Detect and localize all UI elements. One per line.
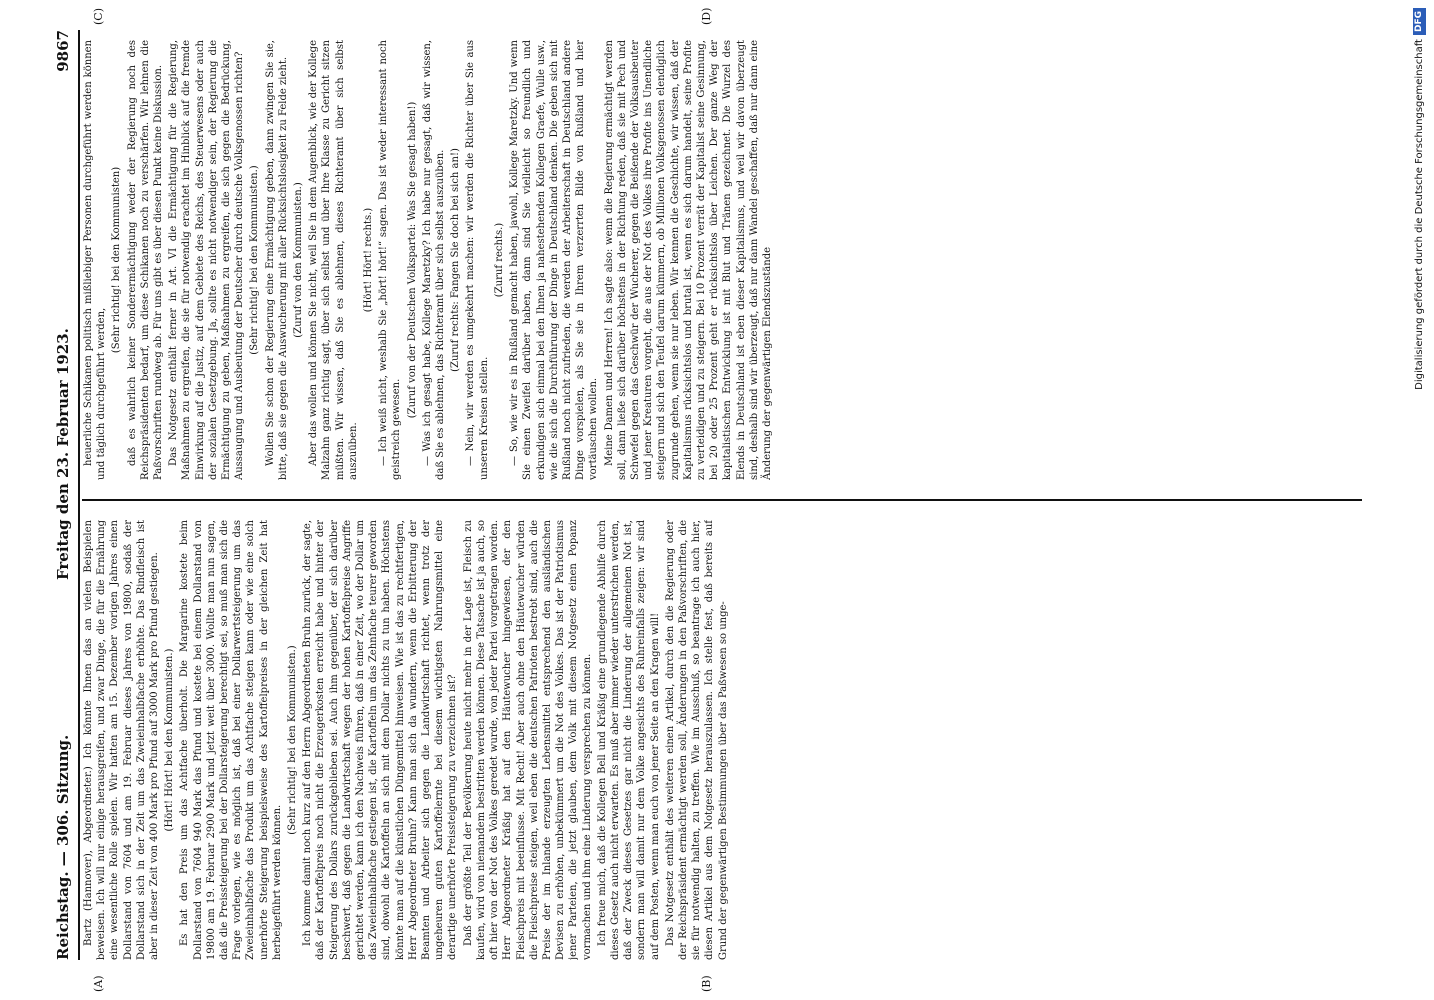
dfg-logo: DFG — [1413, 8, 1426, 35]
paragraph: — So, wie wir es in Rußland gemacht haben, jawohl, Kollege Maretzky. Und wenn Sie einen Zweifel darüber haben, dann sind Sie vielleicht so freundlich und erkundigen sich einmal bei den Ihnen ja nahestehenden Kollegen Graefe, Wulle usw., wie die sich die Durchführung der Dinge in Deutschland denken. Die geben sich mit Rußland noch nicht zufrieden, die werden der Arbeiterschaft in Deutschland andere Dinge vorspielen, als Sie sie in Ihrem verzerrten Bilde von Rußland und hier vortäuschen wollen. — [509, 40, 600, 480]
paragraph: Bartz (Hannover), Abgeordneter.) Ich könnte Ihnen das an vielen Beispielen beweisen. Ich will nur einige herausgreifen, und zwar Dinge, die für die Ernährung eine wesentliche Rolle spielen. Wir hatten am 15. Dezember vorigen Jahres einen Dollarstand von 7604 und am 19. Februar dieses Jahres von 19800, sodaß der Dollarstand sich in der Zeit um das Zweieinhalbfache erhöhte. Das Rindfleisch ist aber in dieser Zeit von 400 Mark pro Pfund auf 3000 Mark pro Pfund gestiegen. — [83, 520, 161, 960]
margin-marker-b: (B) — [700, 975, 713, 992]
page-header — [52, 30, 80, 960]
paragraph: Wollen Sie schon der Regierung eine Ermächtigung geben, dann zwingen Sie sie, bitte, daß sie gegen die Auswucherung mit aller Rücksichtslosigkeit zu Felde zieht. — [264, 40, 289, 480]
interjection: (Zuruf rechts.) — [493, 222, 505, 298]
credit-line — [1410, 8, 1430, 992]
interjection: (Sehr richtig! bei den Kommunisten.) — [249, 165, 261, 355]
paragraph: Meine Damen und Herren! Ich sagte also: wenn die Regierung ermächtigt werden soll, dann ließe sich darüber höchstens in der Richtung reden, daß sie mit Pech und Schwefel gegen das Geschwür der Wucherer, gegen die Beißende der Volksausbeuter und jener Kreaturen vorgeht, die aus der Not des Volkes ihre Profite ins Unendliche steigern und sich den Teufel darum kümmern, ob Millionen Volksgenossen elendiglich zugrunde gehen, wenn sie nur leben. Wir kennen die Geschichte, wir wissen, daß der Kapitalismus rücksichtslos und brutal ist, wenn es sich darum handelt, seine Profite zu verteidigen und zu steigern. Bei 10 Prozent verrät der Kapitalist seine Gesinnung, bei 20 oder 25 Prozent geht er rücksichtslos über Leichen. Der ganze Weg der kapitalistischen Entwicklung ist mit Blut und Tränen gezeichnet. Die Wurzel des Elends in Deutschland ist eben dieser Kapitalismus, und weil wir davon überzeugt sind, deshalb sind wir überzeugt, daß nur dann Wandel geschaffen, daß nur dann eine Änderung der gegenwärtigen Elendszustände — [603, 40, 773, 480]
page-number: 9867 — [54, 30, 72, 72]
paragraph: Daß der größte Teil der Bevölkerung heute nicht mehr in der Lage ist, Fleisch zu kaufen, wird von niemandem bestritten werden können. Diese Tatsache ist ja auch, so oft hier von der Not des Volkes geredet wurde, von jeder Partei vorgetragen worden. Herr Abgeordneter Kräßig hat auf den Häutewucher hingewiesen, der den Fleischpreis mit beeinflusse. Mit Recht! Aber auch ohne den Häutewucher würden die Fleischpreise steigen, weil eben die deutschen Patrioten bestrebt sind, auch die Preise der im Inlande erzeugten Lebensmittel entsprechend den ausländischen Devisen zu erhöhen, unbekümmert um die Not des Volkes. Das ist der Patriotismus jener Parteien, die jetzt glauben, dem Volk mit diesem Notgesetz einen Popanz vormachen und ihm eine Linderung versprechen zu können. — [462, 520, 593, 960]
paragraph: Ich komme damit noch kurz auf den Herrn Abgeordneten Bruhn zurück, der sagte, daß der Kartoffelpreis noch nicht die Erzeugerkosten erreicht habe und hinter der Steigerung des Dollars zurückgeblieben sei. Auch ihm gegenüber, der sich darüber beschwert, daß gegen die Landwirtschaft wegen der hohen Kartoffelpreise Angriffe gerichtet werden, kann ich den Nachweis führen, daß in einer Zeit, wo der Dollar um das Zweieinhalbfache gestiegen ist, die Kartoffeln um das Zehnfache teurer geworden sind, obwohl die Kartoffeln an sich mit dem Dollar nichts zu tun haben. Höchstens könnte man auf die künstlichen Düngemittel hinweisen. Wie ist das zu rechtfertigen, Herr Abgeordneter Bruhn? Kann man sich da wundern, wenn die Erbitterung der Beamten und Arbeiter sich gegen die Landwirtschaft richtet, wenn trotz der ungeheuren guten Kartoffelernte bei diesem wichtigsten Nahrungsmittel eine derartige unerhörte Preissteigerung zu verzeichnen ist? — [302, 520, 459, 960]
interjection: (Zuruf von den Kommunisten.) — [293, 182, 305, 338]
column-divider — [82, 499, 1362, 501]
paragraph: — Was ich gesagt habe, Kollege Maretzky? Ich habe nur gesagt, daß wir wissen, daß Sie es ablehnen, das Richteramt über sich selbst auszuüben. — [421, 40, 447, 480]
interjection: (Sehr richtig! bei den Kommunisten) — [111, 166, 123, 354]
interjection: (Hört! Hört! rechts.) — [363, 207, 375, 313]
margin-marker-a: (A) — [92, 975, 105, 992]
digitization-credit — [1410, 8, 1430, 992]
paragraph: — Nein, wir werden es umgekehrt machen: wir werden die Richter über Sie aus unseren Kreisen stellen. — [465, 40, 490, 480]
paragraph: Das Notgesetz enthält des weiteren einen Artikel, durch den die Regierung oder der Reichspräsident ermächtigt werden soll, Änderungen in den Paßvorschriften, die sie für notwendig halten, zu treffen. Wie im Ausschuß, so beantrage ich auch hier, diesen Artikel aus dem Notgesetz herauszulassen. Ich stelle fest, daß bereits auf Grund der gegenwärtigen Bestimmungen über das Paßwesen so unge- — [664, 520, 729, 960]
left-column — [82, 520, 1362, 960]
interjection: (Zuruf von der Deutschen Volkspartei: Was Sie gesagt haben!) — [406, 101, 418, 419]
header-date: Freitag den 23. Februar 1923. — [54, 328, 72, 580]
paragraph: — Ich weiß nicht, weshalb Sie „hört! hört!“ sagen. Das ist weder interessant noch geistreich gewesen. — [378, 40, 403, 480]
interjection: (Sehr richtig! bei den Kommunisten.) — [287, 645, 299, 835]
paragraph: Aber das wollen und können Sie nicht, weil Sie in dem Augenblick, wie der Kollege Malzahn ganz richtig sagt, über sich selbst und über Ihre Klasse zu Gericht sitzen müßten. Wir wissen, daß Sie es ablehnen, dieses Richteramt über sich selbst auszuüben. — [308, 40, 359, 480]
paragraph: Ich freue mich, daß die Kollegen Bell und Kräßig eine grundlegende Abhilfe durch dieses Gesetz auch nicht erwarten. Es muß aber immer wieder unterstrichen werden, daß der Zweck dieses Gesetzes gar nicht die Linderung der allgemeinen Not ist, sondern man will damit nur dem Volke angesichts des Ruhreinfalls zeigen: wir sind auf dem Posten, wenn man euch von jener Seite an den Kragen will! — [596, 520, 661, 960]
margin-marker-d: (D) — [700, 7, 713, 25]
paragraph: daß es wahrlich keiner Sonderermächtigung weder der Regierung noch des Reichspräsidenten bedarf, um diese Schikanen noch zu verschärfen. Wir lehnen die Paßvorschriften rundweg ab. Für uns gibt es über diesen Punkt keine Diskussion. — [126, 40, 165, 480]
credit-text: Digitalisierung gefördert durch die Deutsche Forschungsgemeinschaft — [1414, 39, 1425, 390]
header-left: Reichstag. — 306. Sitzung. — [54, 734, 72, 960]
interjection: (Hört! Hört! bei den Kommunisten.) — [164, 648, 176, 832]
right-column — [82, 40, 1362, 480]
margin-marker-c: (C) — [92, 8, 105, 25]
paragraph: Das Notgesetz enthält ferner in Art. VI die Ermächtigung für die Regierung, Maßnahmen zu ergreifen, die sie für notwendig erachtet im Hinblick auf die fremde Einwirkung auf die Justiz, auf dem Gebiete des Reichs, des Steuerwesens oder auch der sozialen Gesetzgebung. Ja, sollte es nicht notwendiger sein, der Regierung die Ermächtigung zu geben, Maßnahmen zu ergreifen, die sich gegen die Bedrückung, Aussaugung und Ausbeutung der Deutscher durch deutsche Volksgenossen richten? — [168, 40, 246, 480]
paragraph: Es hat den Preis um das Achtfache überholt. Die Margarine kostete beim Dollarstand von 7604 940 Mark das Pfund und kostete bei einem Dollarstand von 19800 am 19. Februar 2900 Mark und jetzt weit über 3000. Wollte man nun sagen, daß die Preissteigerung bei der Dollarsteigerung berechtigt sei, so muß man sich die Frage vorlegen, wie es möglich ist, daß bei einer Dollarwertsteigerung um das Zweieinhalbfache das Produkt um das Achtfache steigen kann oder wie eine solch unerhörte Steigerung beispielsweise des Kartoffelpreises in der gleichen Zeit hat herbeigeführt werden können. — [179, 520, 283, 960]
paragraph: heuerliche Schikanen politisch mißliebiger Personen durchgeführt werden können und täglich durchgeführt werden, — [83, 40, 108, 480]
interjection: (Zuruf rechts: Fangen Sie doch bei sich an!) — [450, 148, 462, 372]
